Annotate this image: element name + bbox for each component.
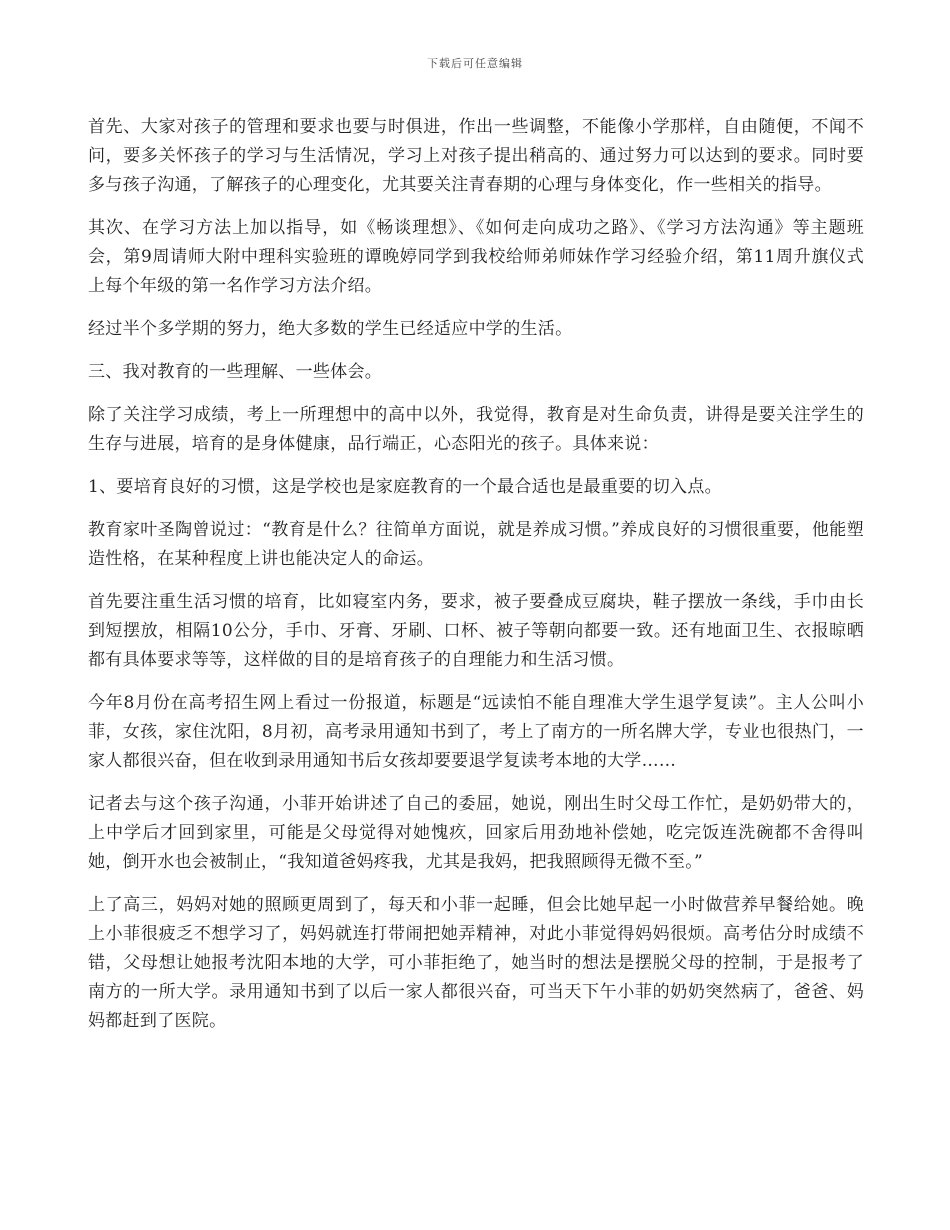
paragraph-11: 上了高三，妈妈对她的照顾更周到了，每天和小菲一起睡，但会比她早起一小时做营养早餐给她。晚上小菲很疲乏不想学习了，妈妈就连打带闹把她弄精神，对此小菲觉得妈妈很烦。高考估分时成绩不错，父母想让她报考沈阳本地的大学，可小菲拒绝了，她当时的想法是摆脱父母的控制，于是报考了南方的一所大学。录用通知书到了以后一家人都很兴奋，可当天下午小菲的奶奶突然病了，爸爸、妈妈都赶到了医院。 xyxy=(88,895,864,1031)
paragraph-5: 除了关注学习成绩，考上一所理想中的高中以外，我觉得，教育是对生命负责，讲得是要关注学生的生存与进展，培育的是身体健康，品行端正，心态阳光的孩子。具体来说： xyxy=(88,405,864,454)
paragraph-3: 经过半个多学期的努力，绝大多数的学生已经适应中学的生活。 xyxy=(88,319,573,339)
paragraph-7: 教育家叶圣陶曾说过：“教育是什么？往简单方面说，就是养成习惯。”养成良好的习惯很重要，他能塑造性格，在某种程度上讲也能决定人的命运。 xyxy=(88,520,864,569)
paragraph-6: 1、要培育良好的习惯，这是学校也是家庭教育的一个最合适也是最重要的切入点。 xyxy=(88,477,722,497)
paragraph-9: 今年8月份在高考招生网上看过一份报道，标题是“远读怕不能自理准大学生退学复读”。主人公叫小菲，女孩，家住沈阳，8月初，高考录用通知书到了，考上了南方的一所名牌大学，专业也很热门，一家人都很兴奋，但在收到录用通知书后女孩却要要退学复读考本地的大学…… xyxy=(88,693,864,771)
section-heading: 三、我对教育的一些理解、一些体会。 xyxy=(88,362,383,382)
paragraph-2: 其次、在学习方法上加以指导，如《畅谈理想》、《如何走向成功之路》、《学习方法沟通》等主题班会，第9周请师大附中理科实验班的谭晚婷同学到我校给师弟师妹作学习经验介绍，第11周升旗仪式上每个年级的第一名作学习方法介绍。 xyxy=(88,218,864,296)
paragraph-8: 首先要注重生活习惯的培育，比如寝室内务，要求，被子要叠成豆腐块，鞋子摆放一条线，手巾由长到短摆放，相隔10公分，手巾、牙膏、牙刷、口杯、被子等朝向都要一致。还有地面卫生、衣报晾晒都有具体要求等等，这样做的目的是培育孩子的自理能力和生活习惯。 xyxy=(88,592,864,670)
document-body xyxy=(88,113,864,1050)
page-header: 下载后可任意编辑 xyxy=(427,57,523,70)
paragraph-10: 记者去与这个孩子沟通，小菲开始讲述了自己的委屈，她说，刚出生时父母工作忙，是奶奶带大的，上中学后才回到家里，可能是父母觉得对她愧疚，回家后用劲地补偿她，吃完饭连洗碗都不舍得叫她，倒开水也会被制止，“我知道爸妈疼我，尤其是我妈，把我照顾得无微不至。” xyxy=(88,794,864,872)
paragraph-1: 首先、大家对孩子的管理和要求也要与时俱进，作出一些调整，不能像小学那样，自由随便，不闻不问，要多关怀孩子的学习与生活情况，学习上对孩子提出稍高的、通过努力可以达到的要求。同时要多与孩子沟通，了解孩子的心理变化，尤其要关注青春期的心理与身体变化，作一些相关的指导。 xyxy=(88,117,864,195)
